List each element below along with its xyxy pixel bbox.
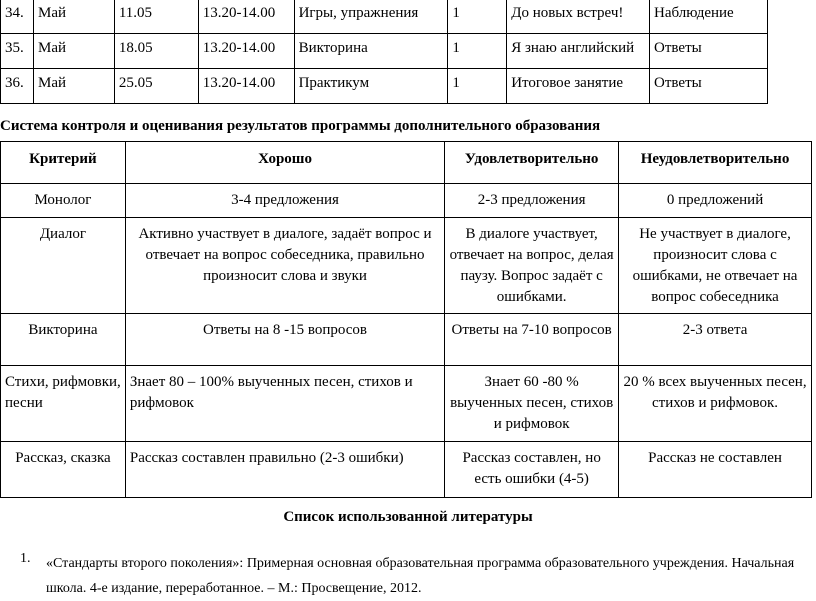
criterion-cell: Диалог xyxy=(1,218,126,314)
topic: Я знаю английский xyxy=(507,34,650,69)
criterion-cell: Монолог xyxy=(1,184,126,218)
activity: Игры, упражнения xyxy=(294,0,448,34)
hours: 1 xyxy=(448,0,507,34)
schedule-table xyxy=(0,0,768,104)
evaluation-table xyxy=(0,141,812,498)
date: 18.05 xyxy=(114,34,198,69)
topic: До новых встреч! xyxy=(507,0,650,34)
reference-number: 1. xyxy=(20,551,31,566)
evaluation-title: Система контроля и оценивания результатов программы дополнительного образования xyxy=(0,118,601,134)
topic: Итоговое занятие xyxy=(507,69,650,104)
month: Май xyxy=(33,34,114,69)
unsatisfactory-cell: 0 предложений xyxy=(619,184,812,218)
good-cell: 3-4 предложения xyxy=(125,184,444,218)
header-criterion: Критерий xyxy=(1,142,126,184)
schedule-row xyxy=(1,34,768,69)
unsatisfactory-cell: Рассказ не составлен xyxy=(619,442,812,498)
schedule-row xyxy=(1,69,768,104)
control-form: Ответы xyxy=(650,34,768,69)
evaluation-row xyxy=(1,314,812,366)
time: 13.20-14.00 xyxy=(198,0,294,34)
evaluation-header-row xyxy=(1,142,812,184)
criterion-cell: Рассказ, сказка xyxy=(1,442,126,498)
good-cell: Рассказ составлен правильно (2-3 ошибки) xyxy=(125,442,444,498)
evaluation-row xyxy=(1,184,812,218)
hours: 1 xyxy=(448,69,507,104)
satisfactory-cell: Рассказ составлен, но есть ошибки (4-5) xyxy=(445,442,619,498)
evaluation-row xyxy=(1,442,812,498)
header-unsatisfactory: Неудовлетворительно xyxy=(619,142,812,184)
satisfactory-cell: В диалоге участвует, отвечает на вопрос, делая паузу. Вопрос задаёт с ошибками. xyxy=(445,218,619,314)
month: Май xyxy=(33,0,114,34)
good-cell: Ответы на 8 -15 вопросов xyxy=(125,314,444,366)
unsatisfactory-cell: Не участвует в диалоге, произносит слова с ошибками, не отвечает на вопрос собеседника xyxy=(619,218,812,314)
control-form: Ответы xyxy=(650,69,768,104)
date: 25.05 xyxy=(114,69,198,104)
unsatisfactory-cell: 20 % всех выученных песен, стихов и рифмовок. xyxy=(619,366,812,442)
hours: 1 xyxy=(448,34,507,69)
unsatisfactory-cell: 2-3 ответа xyxy=(619,314,812,366)
month: Май xyxy=(33,69,114,104)
criterion-cell: Викторина xyxy=(1,314,126,366)
header-satisfactory: Удовлетворительно xyxy=(445,142,619,184)
activity: Практикум xyxy=(294,69,448,104)
header-good: Хорошо xyxy=(125,142,444,184)
lesson-number: 34. xyxy=(1,0,34,34)
time: 13.20-14.00 xyxy=(198,69,294,104)
references-title: Список использованной литературы xyxy=(283,509,533,525)
lesson-number: 35. xyxy=(1,34,34,69)
date: 11.05 xyxy=(114,0,198,34)
evaluation-row xyxy=(1,366,812,442)
satisfactory-cell: Ответы на 7-10 вопросов xyxy=(445,314,619,366)
criterion-cell: Стихи, рифмовки, песни xyxy=(1,366,126,442)
good-cell: Знает 80 – 100% выученных песен, стихов и рифмовок xyxy=(125,366,444,442)
time: 13.20-14.00 xyxy=(198,34,294,69)
evaluation-row xyxy=(1,218,812,314)
lesson-number: 36. xyxy=(1,69,34,104)
control-form: Наблюдение xyxy=(650,0,768,34)
schedule-row xyxy=(1,0,768,34)
satisfactory-cell: 2-3 предложения xyxy=(445,184,619,218)
satisfactory-cell: Знает 60 -80 % выученных песен, стихов и рифмовок xyxy=(445,366,619,442)
reference-text: «Стандарты второго поколения»: Примерная основная образовательная программа образовательного учреждения. Начальная школа. 4-е издание, переработанное. – М.: Просвещение, 2012. xyxy=(46,556,795,596)
good-cell: Активно участвует в диалоге, задаёт вопрос и отвечает на вопрос собеседника, правильно произносит слова и звуки xyxy=(125,218,444,314)
activity: Викторина xyxy=(294,34,448,69)
